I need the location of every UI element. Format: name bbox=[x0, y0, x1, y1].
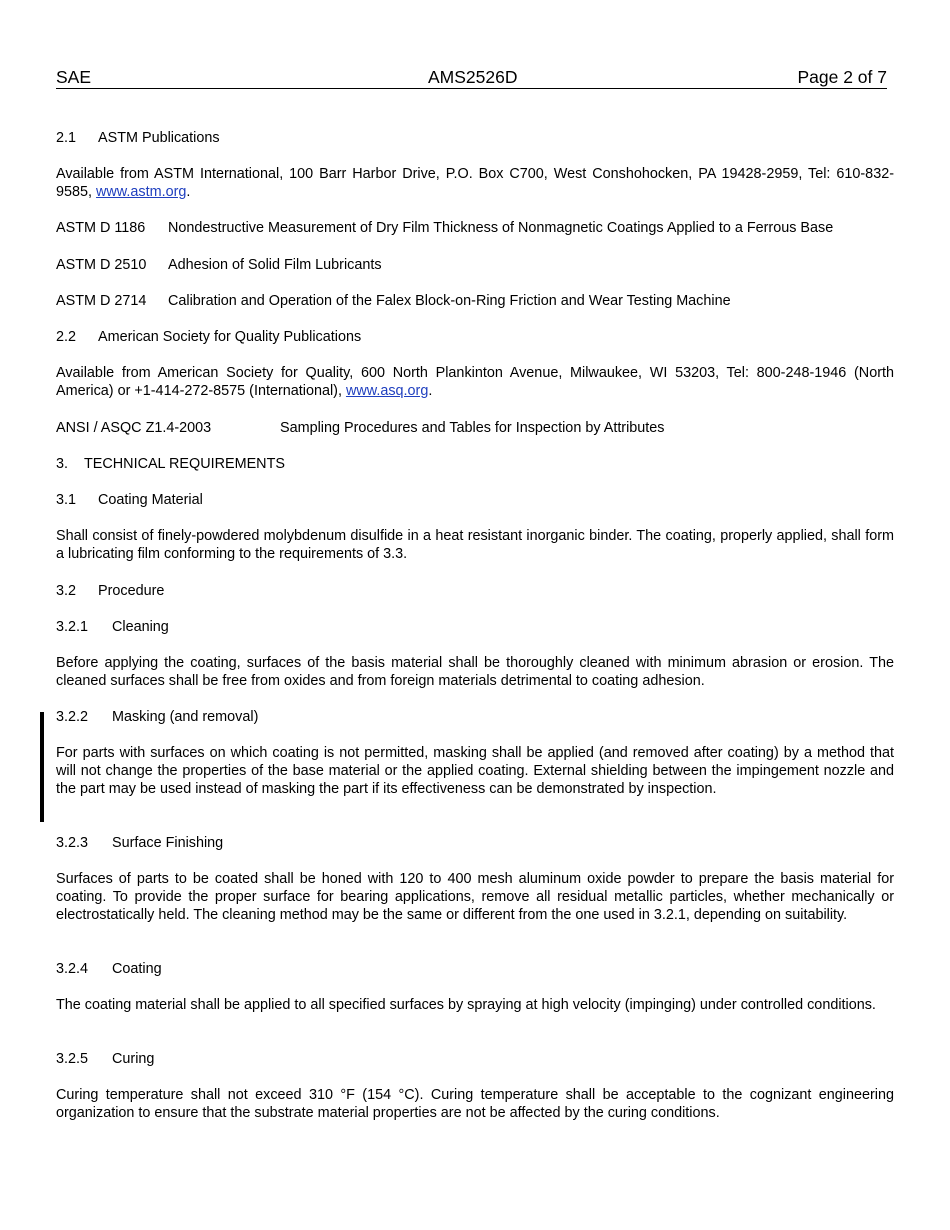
section-2-2-heading: 2.2 American Society for Quality Publications bbox=[56, 329, 362, 345]
section-3-2-1-body: Before applying the coating, surfaces of the basis material shall be thoroughly cleaned with minimum abrasion or erosion. The cleaned surfaces shall be free from oxides and from foreign materials detrimental to coating adhesion. bbox=[56, 655, 894, 689]
header-page-number: Page 2 of 7 bbox=[797, 67, 887, 87]
page-header bbox=[56, 67, 887, 89]
section-3-2-5-heading: 3.2.5 Curing bbox=[56, 1051, 155, 1067]
reference-astm-d1186: ASTM D 1186 Nondestructive Measurement of Dry Film Thickness of Nonmagnetic Coatings Applied to a Ferrous Base bbox=[56, 220, 834, 236]
header-doc-number: AMS2526D bbox=[428, 67, 518, 87]
asq-link[interactable]: www.asq.org bbox=[345, 383, 429, 399]
astm-link[interactable]: www.astm.org bbox=[96, 184, 187, 200]
section-3-2-3-body: Surfaces of parts to be coated shall be honed with 120 to 400 mesh aluminum oxide powder to prepare the basis material for coating. To provide the proper surface for bearing applications, remove all residual metallic particles, whether mechanically or electrostatically held. The cleaning method may be the same or different from the one used in 3.2.1, depending on suitability. bbox=[56, 871, 894, 923]
section-3-2-heading: 3.2 Procedure bbox=[56, 583, 165, 599]
section-3-1-body: Shall consist of finely-powdered molybdenum disulfide in a heat resistant inorganic binder. The coating, properly applied, shall form a lubricating film conforming to the requirements of 3.3. bbox=[56, 528, 894, 562]
section-2-1-availability: Available from ASTM International, 100 Barr Harbor Drive, P.O. Box C700, West Conshohocken, PA 19428-2959, Tel: 610-832-9585, www.astm.org. bbox=[56, 166, 894, 200]
section-3-2-4-body: The coating material shall be applied to all specified surfaces by spraying at high velocity (impinging) under controlled conditions. bbox=[56, 997, 876, 1013]
section-3-2-2-heading: 3.2.2 Masking (and removal) bbox=[56, 709, 259, 725]
header-org: SAE bbox=[56, 67, 92, 87]
section-2-2-availability: Available from American Society for Quality, 600 North Plankinton Avenue, Milwaukee, WI 53203, Tel: 800-248-1946 (North America) or +1-414-272-8575 (International), www.asq.org. bbox=[56, 365, 894, 399]
section-3-2-5-body: Curing temperature shall not exceed 310 °F (154 °C). Curing temperature shall be acceptable to the cognizant engineering organization to ensure that the substrate material properties are not be affected by the curing conditions. bbox=[56, 1087, 894, 1121]
section-3-1-heading: 3.1 Coating Material bbox=[56, 492, 203, 508]
section-3-heading: 3. TECHNICAL REQUIREMENTS bbox=[56, 456, 285, 472]
section-3-2-4-heading: 3.2.4 Coating bbox=[56, 961, 162, 977]
section-2-1-heading: 2.1 ASTM Publications bbox=[56, 130, 220, 146]
reference-astm-d2714: ASTM D 2714 Calibration and Operation of the Falex Block-on-Ring Friction and Wear Testing Machine bbox=[56, 293, 731, 309]
section-3-2-1-heading: 3.2.1 Cleaning bbox=[56, 619, 169, 635]
reference-ansi-asqc: ANSI / ASQC Z1.4-2003 Sampling Procedures and Tables for Inspection by Attributes bbox=[56, 420, 665, 436]
section-3-2-2-body: For parts with surfaces on which coating is not permitted, masking shall be applied (and removed after coating) by a method that will not change the properties of the base material or the applied coating. External shielding between the impingement nozzle and the part may be used instead of masking the part if its effectiveness can be demonstrated by inspection. bbox=[56, 745, 894, 797]
revision-change-bar bbox=[40, 712, 44, 822]
section-3-2-3-heading: 3.2.3 Surface Finishing bbox=[56, 835, 224, 851]
reference-astm-d2510: ASTM D 2510 Adhesion of Solid Film Lubricants bbox=[56, 257, 382, 273]
